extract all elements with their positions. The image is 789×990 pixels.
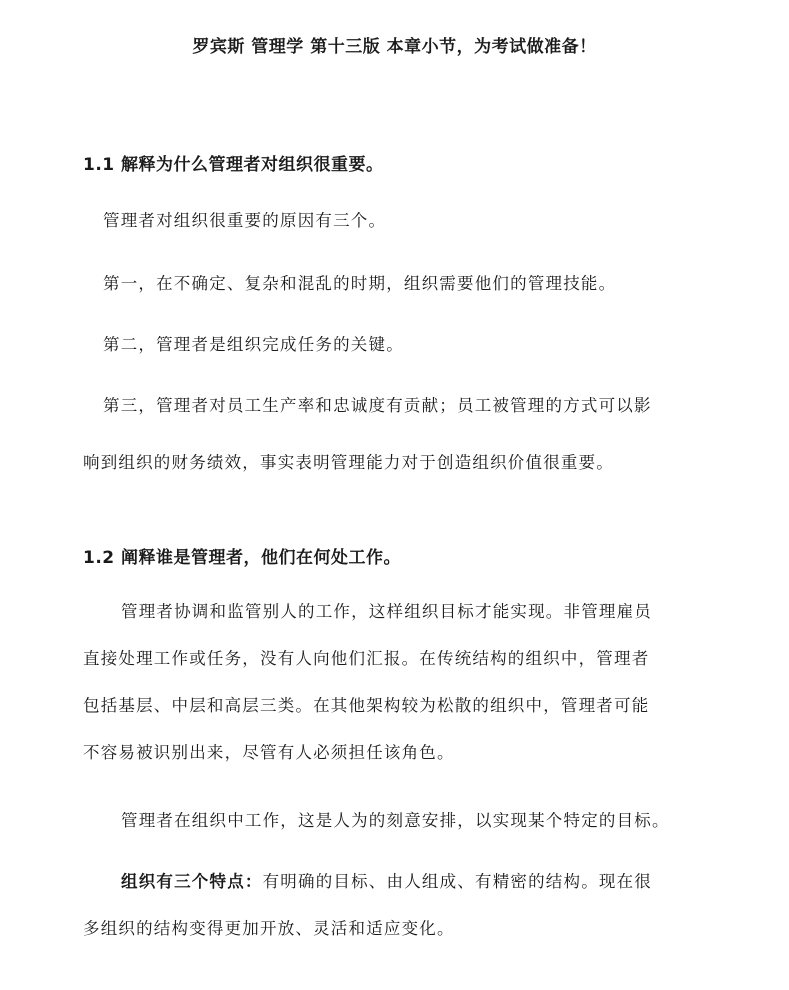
paragraph-line: 不容易被识别出来，尽管有人必须担任该角色。 bbox=[83, 743, 455, 762]
paragraph-line: 多组织的结构变得更加开放、灵活和适应变化。 bbox=[83, 919, 455, 938]
section-1-2-paragraph-2 bbox=[83, 797, 731, 844]
paragraph-line: 包括基层、中层和高层三类。在其他架构较为松散的组织中，管理者可能 bbox=[83, 696, 650, 715]
paragraph-line-text: 有明确的目标、由人组成、有精密的结构。现在很 bbox=[262, 872, 653, 891]
section-1-1-paragraph-2 bbox=[83, 260, 731, 307]
paragraph-line: 直接处理工作或任务，没有人向他们汇报。在传统结构的组织中，管理者 bbox=[83, 649, 650, 668]
paragraph-line: 管理者协调和监管别人的工作，这样组织目标才能实现。非管理雇员 bbox=[121, 602, 652, 621]
section-1-1-paragraph-3 bbox=[83, 321, 731, 368]
bold-lead-text: 组织有三个特点： bbox=[121, 872, 263, 891]
section-1-1-paragraph-4 bbox=[83, 382, 731, 486]
paragraph-line: 第一，在不确定、复杂和混乱的时期，组织需要他们的管理技能。 bbox=[103, 274, 617, 293]
section-heading-1-1: 1.1 解释为什么管理者对组织很重要。 bbox=[83, 155, 384, 175]
section-1-2-paragraph-1 bbox=[83, 588, 731, 776]
paragraph-line: 响到组织的财务绩效，事实表明管理能力对于创造组织价值很重要。 bbox=[83, 453, 614, 472]
paragraph-line: 第二，管理者是组织完成任务的关键。 bbox=[103, 335, 404, 354]
paragraph-line: 管理者在组织中工作，这是人为的刻意安排，以实现某个特定的目标。 bbox=[121, 811, 670, 830]
paragraph-line: 管理者对组织很重要的原因有三个。 bbox=[103, 211, 387, 230]
section-heading-1-2: 1.2 阐释谁是管理者，他们在何处工作。 bbox=[83, 548, 402, 568]
paragraph-line bbox=[83, 858, 731, 905]
paragraph-line: 第三，管理者对员工生产率和忠诚度有贡献；员工被管理的方式可以影 bbox=[103, 396, 652, 415]
section-1-2-paragraph-3 bbox=[83, 858, 731, 952]
section-1-1-paragraph-1 bbox=[83, 197, 731, 244]
page-title: 罗宾斯 管理学 第十三版 本章小节，为考试做准备！ bbox=[192, 37, 597, 57]
